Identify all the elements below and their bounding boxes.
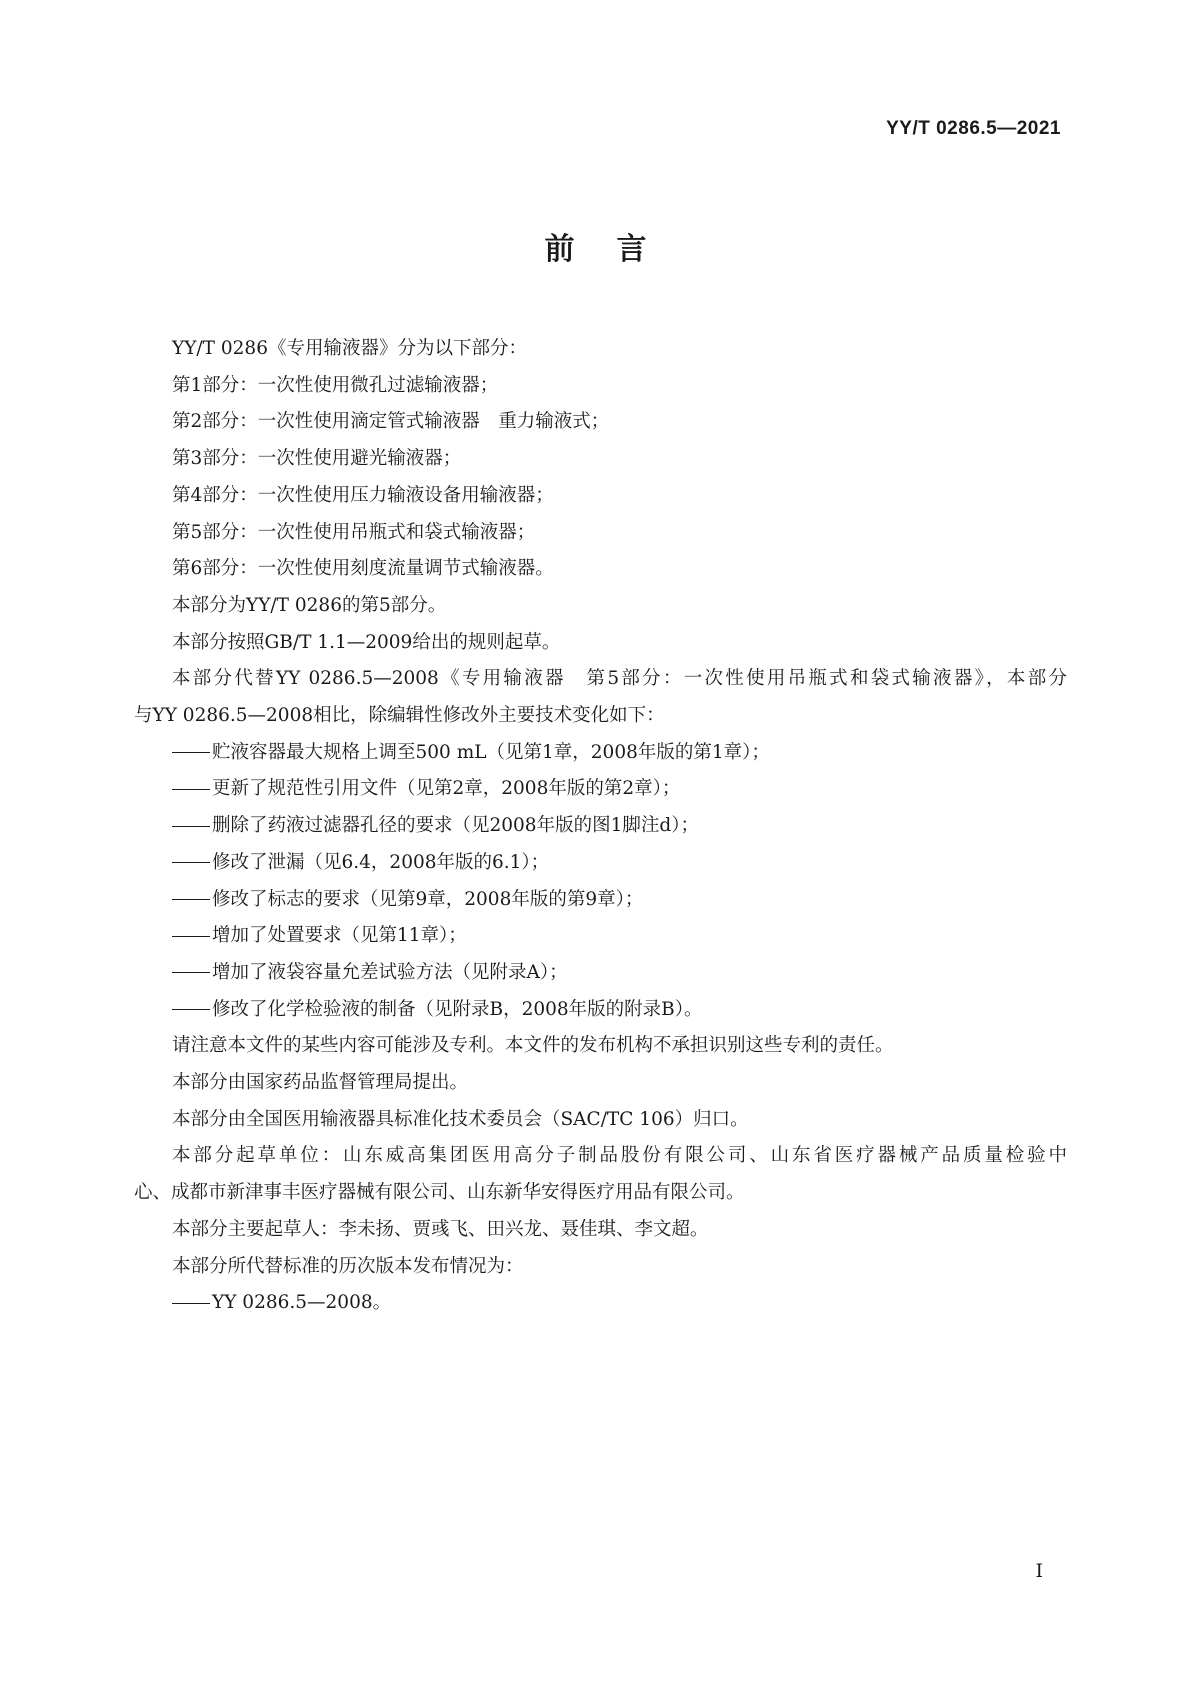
- change-item: 增加了处置要求（见第11章）；: [134, 918, 1067, 955]
- dash-mark: [172, 936, 210, 937]
- drafting-rule-paragraph: 本部分按照GB/T 1.1—2009给出的规则起草。: [172, 631, 561, 653]
- foreword-body: [134, 331, 1067, 1322]
- this-part-paragraph: 本部分为YY/T 0286的第5部分。: [172, 594, 447, 616]
- main-drafters: 本部分主要起草人：李未扬、贾彧飞、田兴龙、聂佳琪、李文超。: [172, 1218, 709, 1240]
- change-item: 修改了化学检验液的制备（见附录B，2008年版的附录B）。: [134, 992, 1067, 1029]
- part-item: 第2部分：一次性使用滴定管式输液器 重力输液式；: [172, 411, 610, 433]
- dash-mark: [172, 862, 210, 863]
- page-title: 前言: [544, 232, 689, 267]
- dash-mark: [172, 972, 210, 973]
- part-item: 第5部分：一次性使用吊瓶式和袋式输液器；: [172, 521, 536, 543]
- change-item: 贮液容器最大规格上调至500 mL（见第1章，2008年版的第1章）；: [134, 735, 1067, 772]
- dash-mark: [172, 1303, 210, 1304]
- replaces-line-1: 本部分代替YY 0286.5—2008《专用输液器 第5部分：一次性使用吊瓶式和袋式输液器》，本部分: [172, 668, 1067, 690]
- change-item: 增加了液袋容量允差试验方法（见附录A）；: [134, 955, 1067, 992]
- patent-notice: 请注意本文件的某些内容可能涉及专利。本文件的发布机构不承担识别这些专利的责任。: [172, 1035, 894, 1057]
- centralized-by: 本部分由全国医用输液器具标准化技术委员会（SAC/TC 106）归口。: [172, 1108, 749, 1130]
- replaces-paragraph: [134, 661, 1067, 734]
- part-item: 第3部分：一次性使用避光输液器；: [172, 448, 462, 470]
- history-item: YY 0286.5—2008。: [134, 1285, 1067, 1322]
- dash-mark: [172, 789, 210, 790]
- standard-code: YY/T 0286.5—2021: [886, 118, 1061, 139]
- part-item: 第1部分：一次性使用微孔过滤输液器；: [172, 374, 499, 396]
- history-intro: 本部分所代替标准的历次版本发布情况为：: [172, 1255, 524, 1277]
- change-item: 修改了标志的要求（见第9章，2008年版的第9章）；: [134, 882, 1067, 919]
- drafting-units-paragraph: [134, 1138, 1067, 1211]
- part-item: 第6部分：一次性使用刻度流量调节式输液器。: [172, 558, 554, 580]
- intro-paragraph: YY/T 0286《专用输液器》分为以下部分：: [172, 338, 527, 359]
- dash-mark: [172, 1009, 210, 1010]
- drafting-units-line-1: 本部分起草单位：山东威高集团医用高分子制品股份有限公司、山东省医疗器械产品质量检验中: [172, 1145, 1067, 1167]
- dash-mark: [172, 899, 210, 900]
- part-item: 第4部分：一次性使用压力输液设备用输液器；: [172, 484, 554, 506]
- proposed-by: 本部分由国家药品监督管理局提出。: [172, 1072, 469, 1094]
- change-item: 修改了泄漏（见6.4，2008年版的6.1）；: [134, 845, 1067, 882]
- change-item: 删除了药液过滤器孔径的要求（见2008年版的图1脚注d）；: [134, 808, 1067, 845]
- dash-mark: [172, 752, 210, 753]
- drafting-units-line-2: 心、成都市新津事丰医疗器械有限公司、山东新华安得医疗用品有限公司。: [134, 1182, 745, 1204]
- page-number: I: [1035, 1560, 1043, 1582]
- change-item: 更新了规范性引用文件（见第2章，2008年版的第2章）；: [134, 771, 1067, 808]
- replaces-line-2: 与YY 0286.5—2008相比，除编辑性修改外主要技术变化如下：: [134, 705, 665, 727]
- dash-mark: [172, 826, 210, 827]
